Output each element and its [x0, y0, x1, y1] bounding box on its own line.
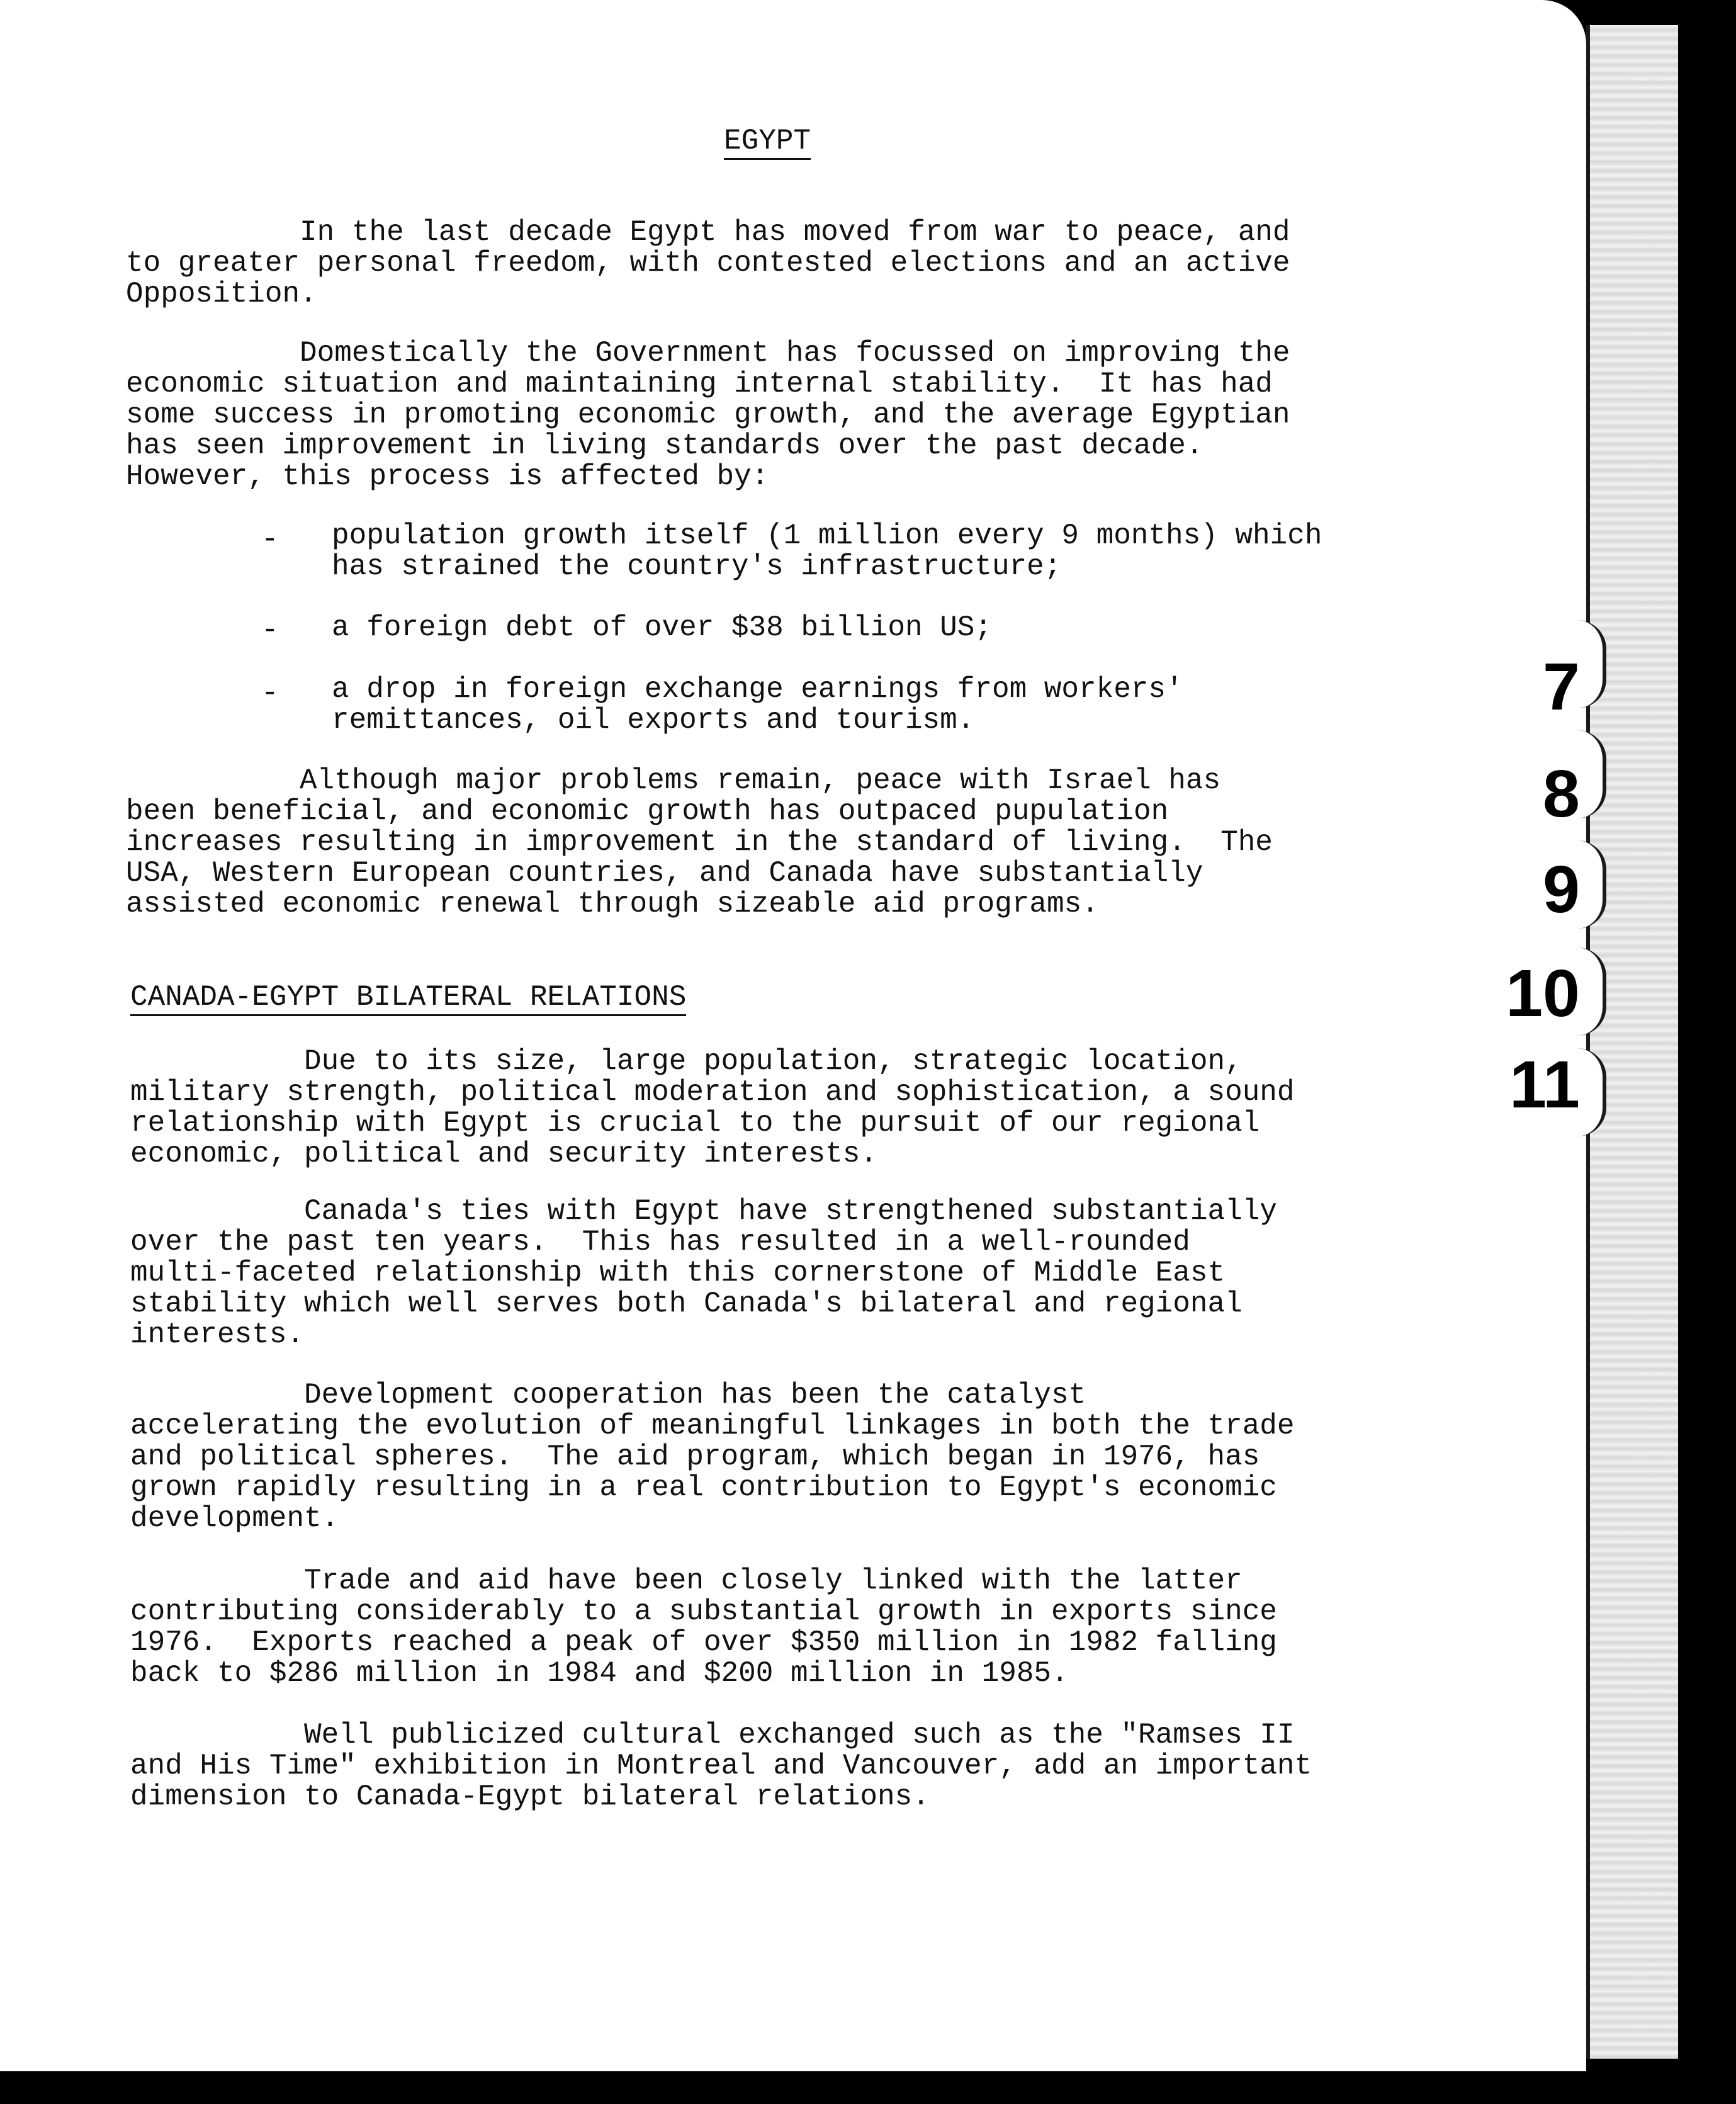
tab-10[interactable]: 10	[1506, 956, 1580, 1031]
tab-11[interactable]: 11	[1509, 1048, 1580, 1122]
intro-paragraph-2: Domestically the Government has focussed on improving the economic situation and maintaining internal stability. It has had some success in promoting economic growth, and the average Egyptian has seen improvement in living standards over the past decade. However, this process is affected by:	[126, 337, 1290, 493]
tab-9[interactable]: 9	[1543, 852, 1580, 927]
scan-border	[0, 2071, 1736, 2104]
bullet-item-2: a foreign debt of over $38 billion US;	[332, 611, 992, 644]
bullet-marker: -	[261, 677, 279, 710]
bullet-marker: -	[261, 614, 279, 647]
section-paragraph-3: Development cooperation has been the catalyst accelerating the evolution of meaningful linkages in both the trade and political spheres. The aid program, which began in 1976, has grown rapidly resulting in a real contribution to Egypt's economic development.	[130, 1379, 1295, 1535]
section-paragraph-1: Due to its size, large population, strategic location, military strength, political moderation and sophistication, a sound relationship with Egypt is crucial to the pursuit of our regional economic, political and security interests.	[130, 1045, 1295, 1170]
document-title: EGYPT	[724, 126, 811, 160]
intro-paragraph-1: In the last decade Egypt has moved from war to peace, and to greater personal freedom, with contested elections and an active Opposition.	[126, 216, 1290, 310]
bullet-item-1: population growth itself (1 million every 9 months) which has strained the country's infrastructure;	[332, 519, 1322, 583]
closing-paragraph: Although major problems remain, peace with Israel has been beneficial, and economic growth has outpaced pupulation increases resulting in improvement in the standard of living. The USA, Western European countries, and Canada have substantially assisted economic renewal through sizeable aid programs.	[126, 764, 1273, 920]
bullet-marker: -	[261, 523, 279, 556]
tab-7[interactable]: 7	[1543, 650, 1580, 724]
section-paragraph-4: Trade and aid have been closely linked with the latter contributing considerably to a substantial growth in exports since 1976. Exports reached a peak of over $350 million in 1982 falling back to $286 million in 1984 and $200 million in 1985.	[130, 1564, 1277, 1690]
tab-8[interactable]: 8	[1543, 757, 1580, 831]
section-heading: CANADA-EGYPT BILATERAL RELATIONS	[130, 982, 686, 1016]
section-paragraph-5: Well publicized cultural exchanged such as the "Ramses II and His Time" exhibition in Montreal and Vancouver, add an important dimension to Canada-Egypt bilateral relations.	[130, 1719, 1312, 1813]
bullet-item-3: a drop in foreign exchange earnings from workers' remittances, oil exports and tourism.	[332, 673, 1183, 737]
section-tabs	[1467, 0, 1630, 2104]
section-paragraph-2: Canada's ties with Egypt have strengthened substantially over the past ten years. This has resulted in a well-rounded multi-faceted relationship with this cornerstone of Middle East stability which well serves both Canada's bilateral and regional interests.	[130, 1195, 1277, 1351]
